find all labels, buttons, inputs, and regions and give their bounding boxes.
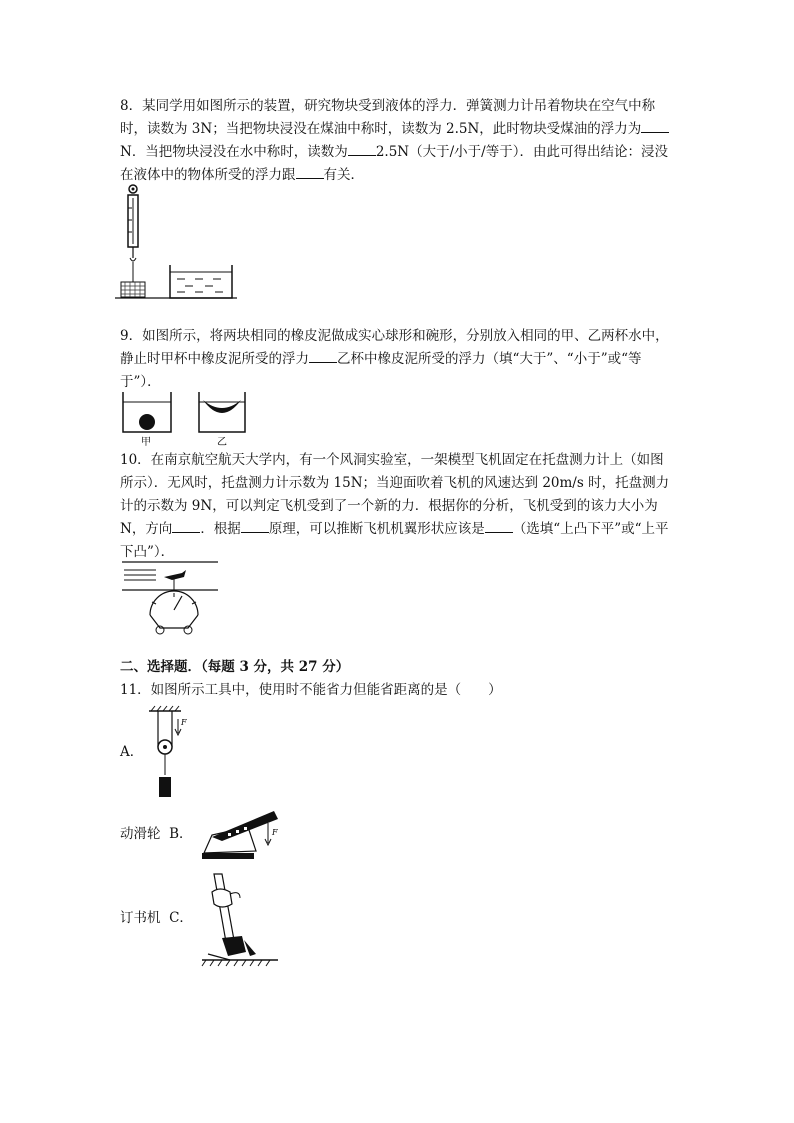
option-b-label[interactable]: B． xyxy=(169,826,193,842)
answer-blank[interactable] xyxy=(641,118,669,133)
answer-blank[interactable] xyxy=(309,348,337,363)
q10-text: N，方向 xyxy=(120,521,173,537)
force-label: F xyxy=(181,718,187,727)
q9-text: 静止时甲杯中橡皮泥所受的浮力 xyxy=(120,351,309,367)
question-8 xyxy=(120,95,680,187)
answer-blank[interactable] xyxy=(348,141,376,156)
option-b-caption: 订书机 xyxy=(120,910,161,926)
q8-text: 2.5N（大于/小于/等于）．由此可得出结论：浸没 xyxy=(375,144,668,160)
q8-text: 在液体中的物体所受的浮力跟 xyxy=(120,167,296,183)
q9-line-3: 于”）． xyxy=(120,374,161,390)
answer-blank[interactable] xyxy=(241,518,269,533)
cup-yi-label: 乙 xyxy=(217,437,227,448)
spring-scale-figure xyxy=(115,180,240,305)
q8-text: 有关． xyxy=(323,167,364,183)
answer-blank[interactable] xyxy=(172,518,200,533)
answer-blank[interactable] xyxy=(296,164,324,179)
cup-jia-label: 甲 xyxy=(141,437,151,448)
q8-text: 时，读数为 3N；当把物块浸没在煤油中称时，读数为 2.5N，此时物块受煤油的浮力为 xyxy=(120,121,642,137)
q9-line-1: 9．如图所示，将两块相同的橡皮泥做成实心球形和碗形，分别放入相同的甲、乙两杯水中， xyxy=(120,328,669,344)
q8-line-2 xyxy=(120,118,680,141)
q10-text: （选填“上凸下平”或“上平 xyxy=(512,521,669,537)
q10-text: ．根据 xyxy=(200,521,241,537)
question-10 xyxy=(120,449,680,564)
question-11-stem xyxy=(120,679,680,702)
wind-tunnel-figure xyxy=(120,560,220,635)
q10-line-1: 10．在南京航空航天大学内，有一个风洞实验室，一架模型飞机固定在托盘测力计上（如图 xyxy=(120,452,664,468)
two-cups-figure xyxy=(115,390,250,448)
q10-text: 原理，可以推断飞机机翼形状应该是 xyxy=(268,521,485,537)
q10-line-2: 所示）．无风时，托盘测力计示数为 15N；当迎面吹着飞机的风速达到 20m/s 时，托盘测力 xyxy=(120,475,670,491)
force-label: F xyxy=(272,828,278,837)
question-9 xyxy=(120,325,680,394)
q10-line-4 xyxy=(120,518,680,541)
movable-pulley-figure xyxy=(145,705,190,800)
q8-line-3 xyxy=(120,141,680,164)
stapler-figure xyxy=(198,805,283,865)
q10-line-3: 计的示数为 9N，可以判定飞机受到了一个新的力．根据你的分析，飞机受到的该力大小为 xyxy=(120,498,658,514)
q11-stem-text: 11．如图所示工具中，使用时不能省力但能省距离的是（ ） xyxy=(120,682,502,698)
section-title: 二、选择题．（每题 3 分，共 27 分） xyxy=(120,659,350,675)
q9-line-2 xyxy=(120,348,680,371)
q8-text: N．当把物块浸没在水中称时，读数为 xyxy=(120,144,348,160)
answer-blank[interactable] xyxy=(485,518,513,533)
q8-line-1: 8．某同学用如图所示的装置，研究物块受到液体的浮力．弹簧测力计吊着物块在空气中称 xyxy=(120,98,656,114)
option-c-label[interactable]: C． xyxy=(169,910,193,926)
q9-text: 乙杯中橡皮泥所受的浮力（填“大于”、“小于”或“等 xyxy=(337,351,642,367)
q10-line-5: 下凸”）． xyxy=(120,544,175,560)
option-a-caption: 动滑轮 xyxy=(120,826,161,842)
option-a-label[interactable]: A． xyxy=(120,744,144,760)
hammer-figure xyxy=(200,870,280,968)
